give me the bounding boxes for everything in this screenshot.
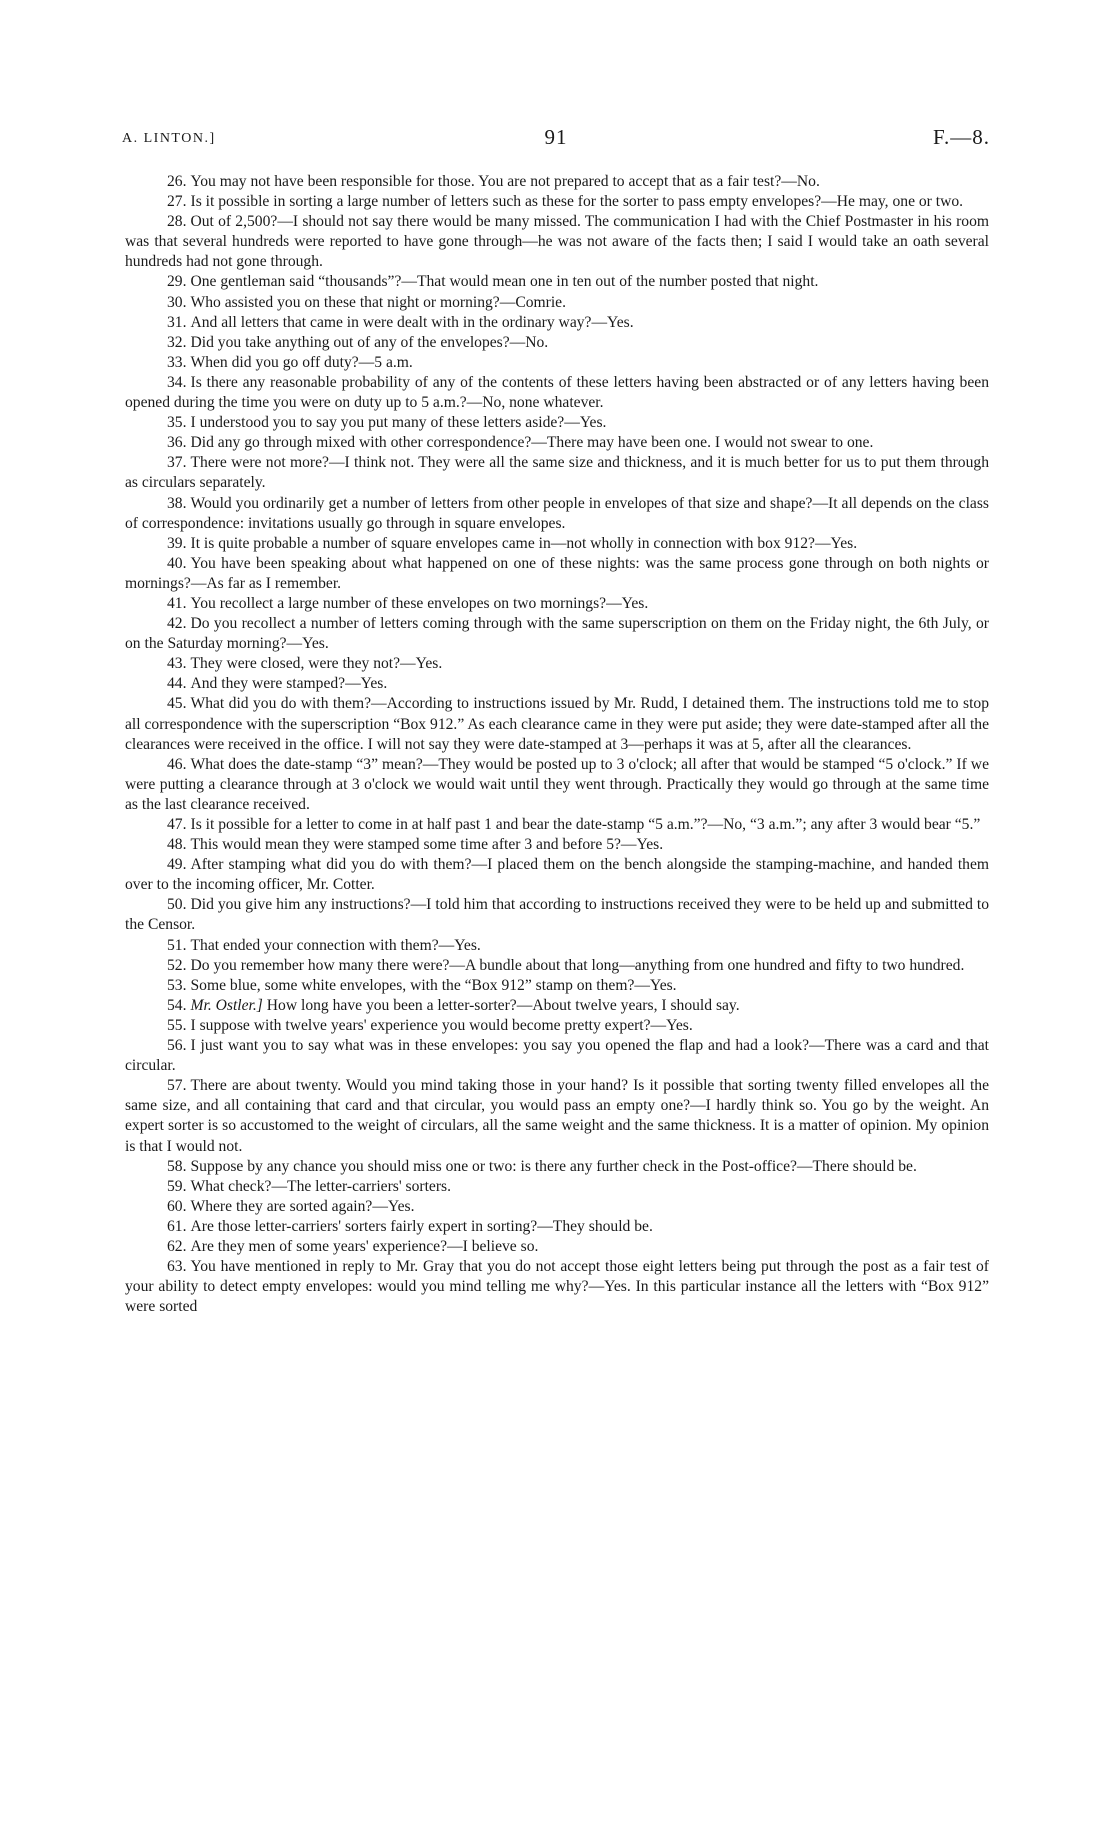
witness-name: A. LINTON.] — [122, 131, 216, 146]
question-text: Do you remember how many there were?—A bundle about that long—anything from one hundred and fifty to two hundred. — [190, 956, 965, 974]
question-number: 31. — [167, 313, 187, 331]
question-29 — [125, 272, 989, 292]
page-number: 91 — [544, 125, 568, 149]
testimony-body — [125, 172, 989, 1317]
question-text: Did you give him any instructions?—I told him that according to instructions received they were to be held up and submitted to the Censor. — [125, 896, 989, 934]
question-56 — [125, 1036, 989, 1076]
question-text: Are they men of some years' experience?—I believe so. — [190, 1237, 539, 1255]
question-number: 55. — [167, 1016, 187, 1034]
question-text: Some blue, some white envelopes, with the “Box 912” stamp on them?—Yes. — [190, 976, 677, 994]
question-61 — [125, 1217, 989, 1237]
question-number: 54. — [167, 996, 187, 1014]
question-number: 34. — [167, 373, 187, 391]
question-number: 26. — [167, 173, 187, 190]
question-34 — [125, 373, 989, 413]
question-48 — [125, 835, 989, 855]
question-text: I suppose with twelve years' experience you would become pretty expert?—Yes. — [190, 1016, 693, 1034]
question-text: After stamping what did you do with them?—I placed them on the bench alongside the stamping-machine, and handed them over to the incoming officer, Mr. Cotter. — [125, 856, 989, 894]
question-text: Would you ordinarily get a number of letters from other people in envelopes of that size and shape?—It all depends on the class of correspondence: invitations usually go through in square envelopes. — [125, 494, 989, 532]
question-text: There are about twenty. Would you mind taking those in your hand? Is it possible that sorting twenty filled envelopes all the same size, and all containing that card and that circular, you would pass an empty one?—I hardly think so. You go by the weight. An expert sorter is so accustomed to the weight of circulars, all the same weight and the same thickness. It is a matter of opinion. My opinion is that I would not. — [125, 1077, 989, 1155]
question-text: Did you take anything out of any of the envelopes?—No. — [190, 333, 549, 351]
question-37 — [125, 453, 989, 493]
question-number: 49. — [167, 856, 187, 874]
question-number: 35. — [167, 414, 187, 432]
question-32 — [125, 333, 989, 353]
question-number: 44. — [167, 675, 187, 693]
question-text: How long have you been a letter-sorter?—About twelve years, I should say. — [266, 996, 740, 1014]
question-number: 41. — [167, 594, 187, 612]
question-38 — [125, 494, 989, 534]
page-header — [122, 125, 990, 155]
question-text: Are those letter-carriers' sorters fairly expert in sorting?—They should be. — [190, 1217, 653, 1235]
question-number: 42. — [167, 615, 187, 633]
question-text: When did you go off duty?—5 a.m. — [190, 353, 413, 371]
question-number: 27. — [167, 193, 187, 211]
question-number: 32. — [167, 333, 187, 351]
question-45 — [125, 694, 989, 754]
question-text: This would mean they were stamped some time after 3 and before 5?—Yes. — [190, 836, 664, 854]
question-text: They were closed, were they not?—Yes. — [190, 655, 443, 673]
question-30 — [125, 293, 989, 313]
question-54 — [125, 996, 989, 1016]
question-text: There were not more?—I think not. They were all the same size and thickness, and it is much better for us to put them through as circulars separately. — [125, 454, 989, 492]
question-57 — [125, 1076, 989, 1156]
question-63 — [125, 1257, 989, 1317]
question-46 — [125, 755, 989, 815]
question-53 — [125, 976, 989, 996]
question-number: 47. — [167, 816, 187, 833]
question-50 — [125, 895, 989, 935]
question-text: It is quite probable a number of square envelopes came in—not wholly in connection with box 912?—Yes. — [190, 534, 858, 552]
question-text: That ended your connection with them?—Yes. — [190, 936, 481, 954]
question-number: 37. — [167, 454, 187, 472]
question-text: Is it possible for a letter to come in at half past 1 and bear the date-stamp “5 a.m.”?—No, “3 a.m.”; any after 3 would bear “5.” — [190, 816, 981, 833]
question-text: Is there any reasonable probability of any of the contents of these letters having been abstracted or of any letters having been opened during the time you were on duty up to 5 a.m.?—No, none whatever. — [125, 373, 989, 412]
question-number: 63. — [167, 1258, 187, 1276]
question-text: You may not have been responsible for those. You are not prepared to accept that as a fair test?—No. — [190, 173, 820, 190]
question-33 — [125, 353, 989, 373]
question-number: 33. — [167, 353, 187, 371]
question-43 — [125, 654, 989, 674]
question-35 — [125, 413, 989, 433]
question-text: Is it possible in sorting a large number of letters such as these for the sorter to pass empty envelopes?—He may, one or two. — [190, 193, 964, 211]
question-text: And they were stamped?—Yes. — [190, 675, 388, 693]
question-60 — [125, 1197, 989, 1217]
question-number: 59. — [167, 1177, 187, 1195]
question-text: Where they are sorted again?—Yes. — [190, 1197, 415, 1215]
question-40 — [125, 554, 989, 594]
question-text: You recollect a large number of these envelopes on two mornings?—Yes. — [190, 594, 649, 612]
question-text: One gentleman said “thousands”?—That would mean one in ten out of the number posted that night. — [190, 273, 819, 291]
question-51 — [125, 936, 989, 956]
question-number: 60. — [167, 1197, 187, 1215]
question-58 — [125, 1157, 989, 1177]
question-text: I just want you to say what was in these envelopes: you say you opened the flap and had a look?—There was a card and that circular. — [125, 1037, 989, 1075]
question-49 — [125, 855, 989, 895]
question-text: What does the date-stamp “3” mean?—They would be posted up to 3 o'clock; all after that would be stamped “5 o'clock.” If we were putting a clearance through at 3 o'clock we would wait until they went through. Practically they would go through at the same time as the last clearance received. — [125, 755, 989, 813]
question-number: 28. — [167, 213, 187, 231]
question-number: 30. — [167, 293, 187, 311]
question-62 — [125, 1237, 989, 1257]
question-number: 61. — [167, 1217, 187, 1235]
question-52 — [125, 956, 989, 976]
question-27 — [125, 192, 989, 212]
document-reference: F.—8. — [933, 125, 990, 149]
question-55 — [125, 1016, 989, 1036]
question-number: 43. — [167, 655, 187, 673]
question-number: 57. — [167, 1077, 187, 1095]
question-text: Who assisted you on these that night or morning?—Comrie. — [190, 293, 566, 311]
question-42 — [125, 614, 989, 654]
question-text: What check?—The letter-carriers' sorters. — [190, 1177, 452, 1195]
question-number: 56. — [167, 1037, 187, 1055]
question-47 — [125, 815, 989, 835]
question-31 — [125, 313, 989, 333]
question-28 — [125, 212, 989, 272]
question-number: 46. — [167, 755, 187, 773]
question-text: What did you do with them?—According to instructions issued by Mr. Rudd, I detained them. The instructions told me to stop all correspondence with the superscription “Box 912.” As each clearance came in they were put aside; they were date-stamped after all the clearances were received in the office. I will not say they were date-stamped at 3—perhaps it was at 5, after all the clearances. — [125, 695, 989, 753]
question-number: 48. — [167, 836, 187, 854]
question-39 — [125, 534, 989, 554]
question-number: 36. — [167, 434, 187, 452]
question-text: Do you recollect a number of letters coming through with the same superscription on them on the Friday night, the 6th July, or on the Saturday morning?—Yes. — [125, 615, 989, 653]
question-text: I understood you to say you put many of these letters aside?—Yes. — [190, 414, 607, 432]
question-text: Did any go through mixed with other correspondence?—There may have been one. I would not swear to one. — [190, 434, 874, 452]
speaker-label: Mr. Ostler.] — [190, 996, 263, 1014]
question-44 — [125, 674, 989, 694]
question-text: You have been speaking about what happened on one of these nights: was the same process gone through on both nights or mornings?—As far as I remember. — [125, 554, 989, 592]
question-41 — [125, 594, 989, 614]
question-text: And all letters that came in were dealt with in the ordinary way?—Yes. — [190, 313, 634, 331]
question-number: 40. — [167, 554, 187, 572]
question-number: 38. — [167, 494, 187, 512]
question-number: 62. — [167, 1237, 187, 1255]
question-number: 39. — [167, 534, 187, 552]
question-59 — [125, 1177, 989, 1197]
question-26 — [125, 172, 989, 192]
question-number: 29. — [167, 273, 187, 291]
question-number: 51. — [167, 936, 187, 954]
question-text: You have mentioned in reply to Mr. Gray that you do not accept those eight letters being put through the post as a fair test of your ability to detect empty envelopes: would you mind telling me why?—Yes. In this particular instance all the letters with “Box 912” were sorted — [125, 1258, 989, 1316]
question-36 — [125, 433, 989, 453]
question-number: 50. — [167, 896, 187, 914]
question-number: 58. — [167, 1157, 187, 1175]
question-text: Out of 2,500?—I should not say there would be many missed. The communication I had with the Chief Postmaster in his room was that several hundreds were reported to have gone through—he was not aware of the facts then; I said I would take an oath several hundreds had not gone through. — [125, 213, 989, 271]
question-number: 52. — [167, 956, 187, 974]
question-text: Suppose by any chance you should miss one or two: is there any further check in the Post-office?—There should be. — [190, 1157, 917, 1175]
question-number: 53. — [167, 976, 187, 994]
question-number: 45. — [167, 695, 187, 713]
